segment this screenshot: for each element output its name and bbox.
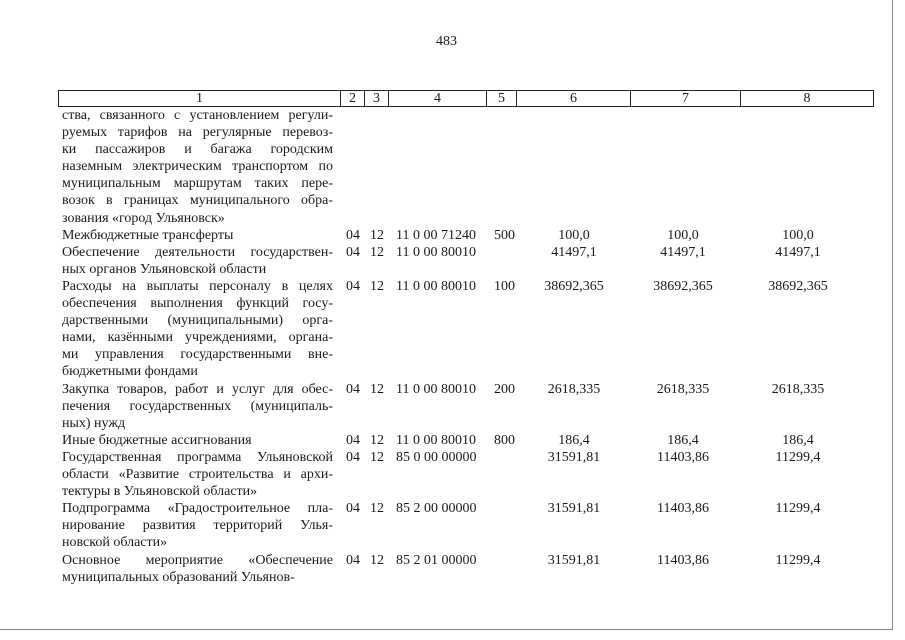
description-line: ных) нужд [62, 415, 126, 431]
amount-year-2: 186,4 [667, 432, 699, 448]
header-col-6: 6 [517, 91, 631, 106]
row-description [62, 552, 333, 586]
target-article-code: 85 0 00 00000 [396, 450, 477, 465]
subsection-code: 12 [370, 552, 384, 568]
subsection-code: 12 [370, 244, 384, 260]
description-line: дарственными (муниципальными) орга- [62, 313, 333, 329]
description-line: обеспечения выполнения функций госу- [62, 296, 333, 312]
amount-year-1: 38692,365 [544, 279, 604, 294]
description-line: бюджетными фондами [62, 364, 198, 380]
description-line: Расходы на выплаты персоналу в целях [62, 279, 333, 294]
subsection-code: 12 [370, 501, 384, 517]
target-article-code: 11 0 00 71240 [396, 227, 476, 243]
target-article-code: 85 2 01 00000 [396, 552, 477, 568]
amount-year-3: 11299,4 [775, 501, 821, 517]
description-line: Государственная программа Ульяновской [62, 450, 333, 465]
description-line: ных органов Ульяновской области [62, 261, 267, 277]
description-line: области «Развитие строительства и архи- [62, 467, 333, 483]
description-line: ми управления государственными вне- [62, 347, 333, 363]
amount-year-3: 38692,365 [768, 279, 828, 294]
amount-year-2: 11403,86 [657, 552, 709, 568]
description-line: нами, казёнными учреждениями, органа- [62, 330, 333, 346]
target-article-code: 11 0 00 80010 [396, 432, 476, 448]
expense-type-code: 500 [494, 227, 515, 243]
amount-year-3: 11299,4 [775, 450, 821, 465]
subsection-code: 12 [370, 227, 384, 243]
expense-type-code: 100 [494, 279, 515, 294]
description-line: новской области» [62, 535, 168, 551]
description-line: муниципальных образований Ульянов- [62, 569, 295, 585]
description-line: муниципальным маршрутам таких пере- [62, 176, 333, 192]
amount-year-1: 31591,81 [547, 552, 601, 568]
table-header [58, 90, 874, 107]
description-line: Иные бюджетные ассигнования [62, 432, 252, 448]
expense-type-code: 800 [494, 432, 515, 448]
amount-year-2: 100,0 [667, 227, 699, 243]
amount-year-3: 186,4 [782, 432, 814, 448]
section-code: 04 [346, 552, 360, 568]
header-col-2: 2 [341, 91, 365, 106]
amount-year-2: 2618,335 [656, 381, 710, 397]
header-col-7: 7 [631, 91, 741, 106]
target-article-code: 85 2 00 00000 [396, 501, 477, 517]
row-description [62, 244, 333, 278]
page-border-right [892, 0, 893, 630]
description-line: руемых тарифов на регулярные перевоз- [62, 125, 333, 141]
amount-year-1: 41497,1 [551, 244, 597, 260]
row-description [62, 381, 333, 432]
description-line: наземным электрическим транспортом по [62, 159, 333, 175]
description-line: Основное мероприятие «Обеспечение [62, 552, 333, 568]
amount-year-3: 100,0 [782, 227, 814, 243]
row-description [62, 449, 333, 500]
description-line: печения государственных (муниципаль- [62, 398, 333, 414]
description-line: Обеспечение деятельности государствен- [62, 244, 333, 260]
subsection-code: 12 [370, 279, 384, 294]
section-code: 04 [346, 279, 360, 294]
expense-type-code: 200 [494, 381, 515, 397]
description-line: Закупка товаров, работ и услуг для обес- [62, 381, 333, 397]
amount-year-1: 31591,81 [547, 450, 601, 465]
section-code: 04 [346, 432, 360, 448]
row-description [62, 432, 333, 449]
subsection-code: 12 [370, 450, 384, 465]
row-description [62, 500, 333, 551]
amount-year-3: 11299,4 [775, 552, 821, 568]
header-col-4: 4 [389, 91, 487, 106]
page-number: 483 [436, 34, 457, 49]
description-line: зования «город Ульяновск» [62, 210, 225, 226]
description-line: тектуры в Ульяновской области» [62, 484, 258, 500]
amount-year-2: 11403,86 [657, 501, 709, 517]
header-col-3: 3 [365, 91, 389, 106]
header-col-1: 1 [59, 91, 341, 106]
amount-year-3: 41497,1 [775, 244, 821, 260]
amount-year-1: 31591,81 [547, 501, 601, 517]
section-code: 04 [346, 227, 360, 243]
amount-year-2: 41497,1 [660, 244, 706, 260]
target-article-code: 11 0 00 80010 [396, 381, 476, 397]
amount-year-1: 100,0 [558, 227, 590, 243]
section-code: 04 [346, 501, 360, 517]
row-description [62, 227, 333, 244]
description-line: Подпрограмма «Градостроительное пла- [62, 501, 333, 517]
amount-year-3: 2618,335 [771, 381, 825, 397]
amount-year-2: 38692,365 [653, 279, 713, 294]
amount-year-1: 186,4 [558, 432, 590, 448]
section-code: 04 [346, 381, 360, 397]
row-description [62, 107, 333, 227]
description-line: нирование развития территорий Улья- [62, 518, 333, 534]
description-line: возок в границах муниципального обра- [62, 193, 333, 209]
section-code: 04 [346, 244, 360, 260]
header-col-5: 5 [487, 91, 517, 106]
description-line: ки пассажиров и багажа городским [62, 142, 333, 158]
target-article-code: 11 0 00 80010 [396, 244, 476, 260]
subsection-code: 12 [370, 381, 384, 397]
header-col-8: 8 [803, 91, 811, 106]
target-article-code: 11 0 00 80010 [396, 279, 476, 294]
amount-year-2: 11403,86 [657, 450, 709, 465]
amount-year-1: 2618,335 [547, 381, 601, 397]
subsection-code: 12 [370, 432, 384, 448]
row-description [62, 278, 333, 381]
description-line: ства, связанного с установлением регули- [62, 108, 333, 123]
description-line: Межбюджетные трансферты [62, 227, 234, 243]
page-border-bottom [0, 629, 893, 630]
section-code: 04 [346, 450, 360, 465]
